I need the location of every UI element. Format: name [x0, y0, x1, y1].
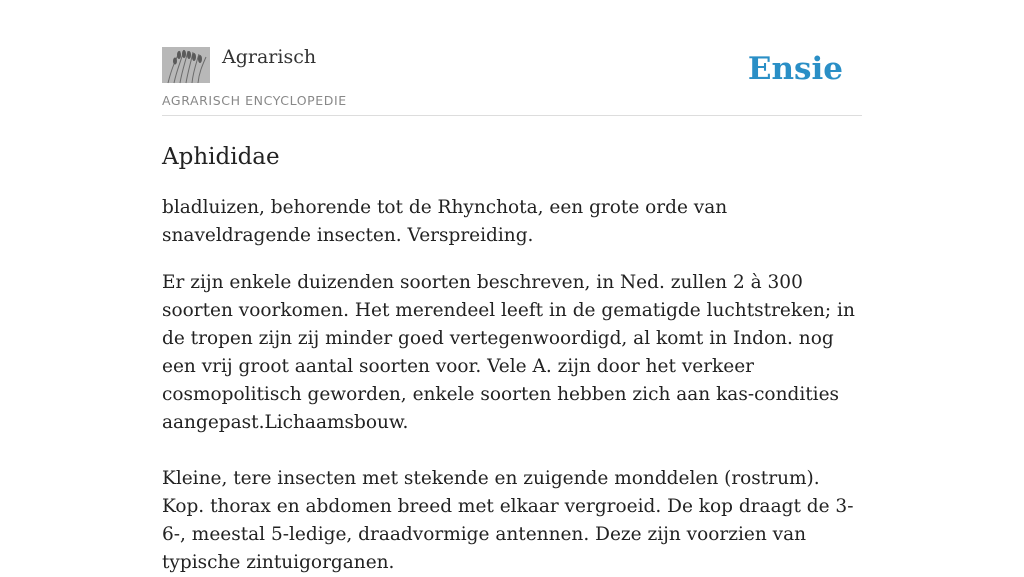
article-title: Aphididae [162, 144, 280, 170]
article-paragraph: bladluizen, behorende tot de Rhynchota, een grote orde van snaveldragende insecten. Verspreiding. [162, 197, 728, 246]
article-header [162, 0, 862, 116]
article-paragraph: Kleine, tere insecten met stekende en zuigende monddelen (rostrum). Kop. thorax en abdomen breed met elkaar vergroeid. De kop draagt de 3-6-, meestal 5-ledige, draadvormige antennen. Deze zijn voorzien van typische zintuigorganen. [162, 468, 854, 573]
article-paragraph: Er zijn enkele duizenden soorten beschreven, in Ned. zullen 2 à 300 soorten voorkomen. Het merendeel leeft in de gematigde luchtstreken; in de tropen zijn zij minder goed vertegenwoordigd, al komt in Indon. nog een vrij groot aantal soorten voor. Vele A. zijn door het verkeer cosmopolitisch geworden, enkele soorten hebben zich aan kas-condities aangepast.Lichaamsbouw. [162, 272, 855, 433]
ensie-logo[interactable]: Ensie [747, 51, 843, 87]
wheat-engraving-icon[interactable] [162, 47, 210, 83]
article-page [162, 0, 862, 577]
source-name[interactable]: Agrarisch [222, 46, 317, 68]
source-subtitle[interactable]: AGRARISCH ENCYCLOPEDIE [162, 93, 347, 108]
